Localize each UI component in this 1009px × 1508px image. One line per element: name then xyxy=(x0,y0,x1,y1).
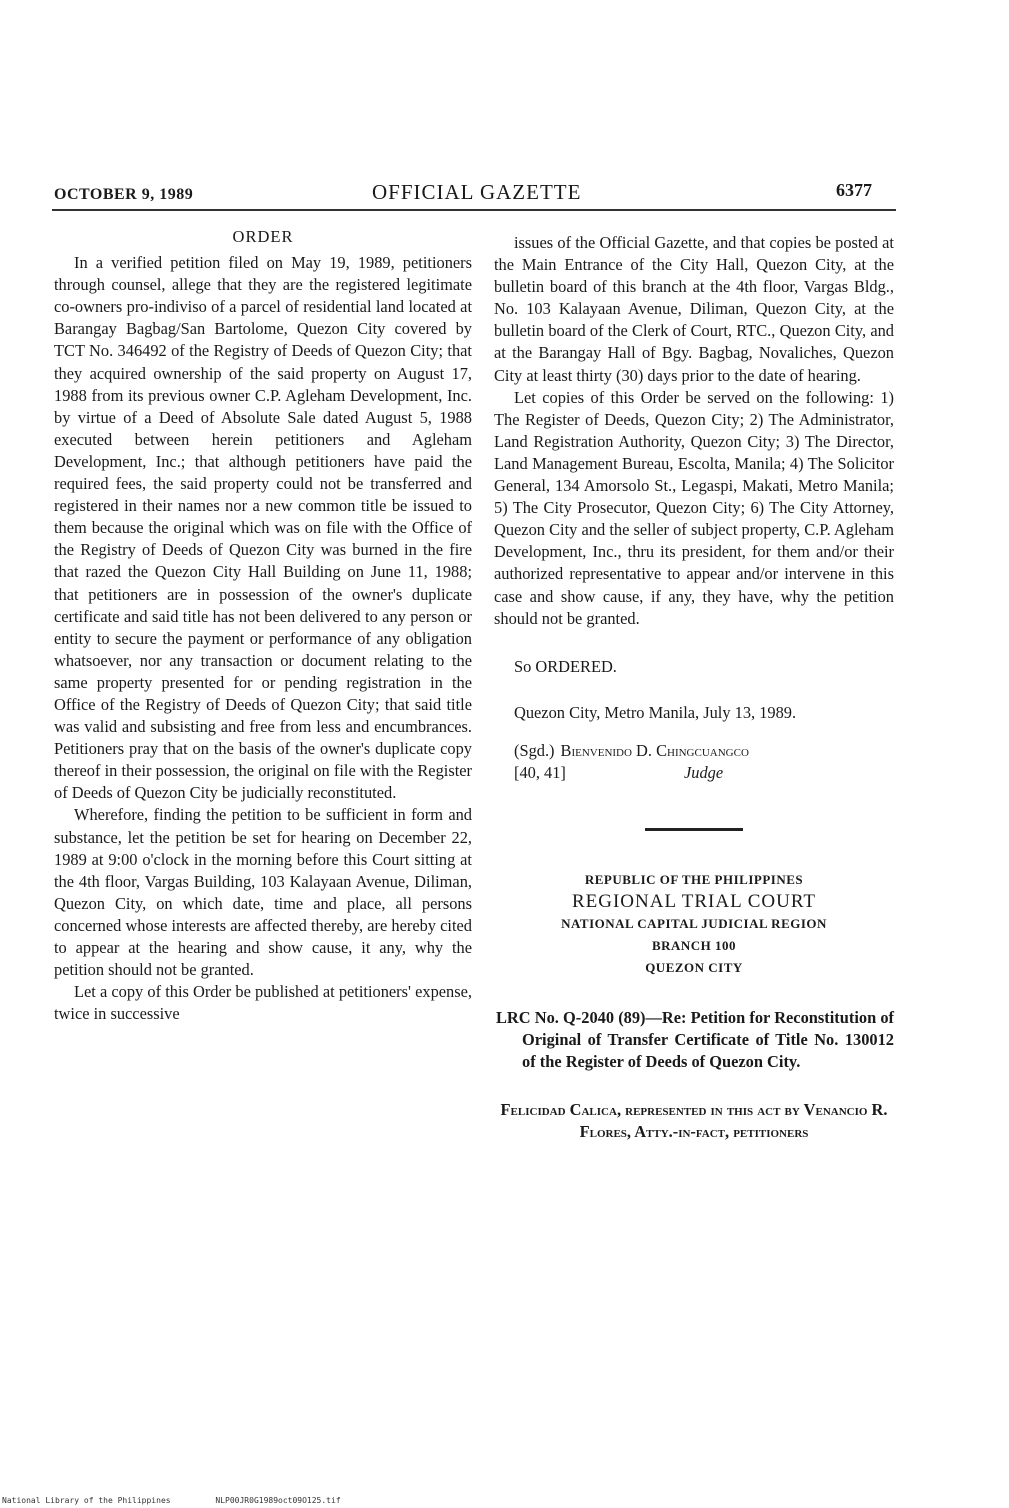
court-name: REGIONAL TRIAL COURT xyxy=(571,891,817,913)
petition-paragraph: In a verified petition filed on May 19, 1989, petitioners through counsel, allege that they are the registered legitimate co-owners pro-indiviso of a parcel of residential land located at Barangay Bagbag/San Bartolome, Quezon City covered by TCT No. 346492 of the Registry of Deeds of Quezon City; that they acquired ownership of the said property on August 17, 1988 from its previous owner C.P. Agleham Development, Inc. by virtue of a Deed of Absolute Sale dated August 5, 1988 executed between herein petitioners and Agleham Development, Inc.; that although petitioners have paid the required fees, the said property could not be transferred and registered in their names nor a new common title be issued to them because the original which was on file with the Office of the Registry of Deeds of Quezon City was burned in the fire that razed the Quezon City Hall Building on June 11, 1988; that petitioners are in possession of the owner's duplicate certificate and said title has not been delivered to any person or entity to secure the payment or performance of any obligation whatsoever, nor any transaction or document relating to the same property presented for or pending registration in the Office of the Registry of Deeds of Quezon City; that said title was valid and subsisting and free from less and encumbrances. Petitioners pray that on the basis of the owner's duplicate copy thereof in their possession, the original on file with the Register of Deeds of Quezon City be judicially reconstituted. xyxy=(54,253,472,803)
header-date: OCTOBER 9, 1989 xyxy=(54,186,194,203)
judge-title: Judge xyxy=(684,762,724,782)
left-column xyxy=(54,226,472,1025)
petitioners-line: Felicidad Calica, represented in this act by Venancio R. Flores, Atty.-in-fact, petitioners xyxy=(500,1100,888,1142)
place-date: Quezon City, Metro Manila, July 13, 1989. xyxy=(514,702,797,722)
posting-paragraph: issues of the Official Gazette, and that copies be posted at the Main Entrance of the City Hall, Quezon City, at the bulletin board of this branch at the 4th floor, Vargas Bldg., No. 103 Kalayaan Avenue, Diliman, Quezon City, at the bulletin board of the Clerk of Court, RTC., Quezon City, and at the Barangay Hall of Bgy. Bagbag, Novaliches, Quezon City at least thirty (30) days prior to the date of hearing. xyxy=(494,233,894,385)
court-heading xyxy=(494,869,894,979)
court-branch: BRANCH 100 xyxy=(651,938,737,954)
header-title: OFFICIAL GAZETTE xyxy=(372,180,582,204)
judge-name: Bienvenido D. Chingcuangco xyxy=(560,740,749,760)
court-region: NATIONAL CAPITAL JUDICIAL REGION xyxy=(561,916,827,932)
section-divider xyxy=(645,828,743,831)
footer-file: NLP00JR0G1989oct09O125.tif xyxy=(215,1496,341,1505)
so-ordered: So ORDERED. xyxy=(514,656,617,676)
page-number: 6377 xyxy=(836,180,872,200)
service-paragraph: Let copies of this Order be served on the following: 1) The Register of Deeds, Quezon City; 2) The Administrator, Land Registration Authority, Quezon City; 3) The Director, Land Management Bureau, Escolta, Manila; 4) The Solicitor General, 134 Amorsolo St., Legaspi, Makati, Metro Manila; 5) The City Prosecutor, Quezon City; 6) The City Attorney, Quezon City and the seller of subject property, C.P. Agleham Development, Inc., thru its president, for them and/or their authorized representative to appear and/or intervene in this case and show cause, if any, they have, why the petition should not be granted. xyxy=(494,387,894,628)
reference-numbers: [40, 41] xyxy=(514,762,566,782)
court-city: QUEZON CITY xyxy=(645,960,743,976)
footer-library: National Library of the Philippines xyxy=(2,1496,171,1505)
signature-block xyxy=(494,740,894,784)
order-heading: ORDER xyxy=(232,227,294,246)
scan-footer xyxy=(2,1496,381,1505)
header-rule xyxy=(52,209,896,211)
sgd-label: (Sgd.) xyxy=(514,740,555,760)
court-republic: REPUBLIC OF THE PHILIPPINES xyxy=(584,872,804,888)
lrc-case-caption: LRC No. Q-2040 (89)—Re: Petition for Reconstitution of Original of Transfer Certificate of Title No. 130012 of the Register of Deeds of Quezon City. xyxy=(496,1008,894,1072)
publication-paragraph: Let a copy of this Order be published at petitioners' expense, twice in successive xyxy=(54,982,472,1024)
right-column xyxy=(494,232,894,1144)
wherefore-paragraph: Wherefore, finding the petition to be sufficient in form and substance, let the petition be set for hearing on December 22, 1989 at 9:00 o'clock in the morning before this Court sitting at the 4th floor, Vargas Building, 103 Kalayaan Avenue, Diliman, Quezon City, on which date, time and place, all persons concerned whose interests are affected thereby, are hereby cited to appear at the hearing and show cause, it any, why the petition should not be granted. xyxy=(54,805,472,980)
